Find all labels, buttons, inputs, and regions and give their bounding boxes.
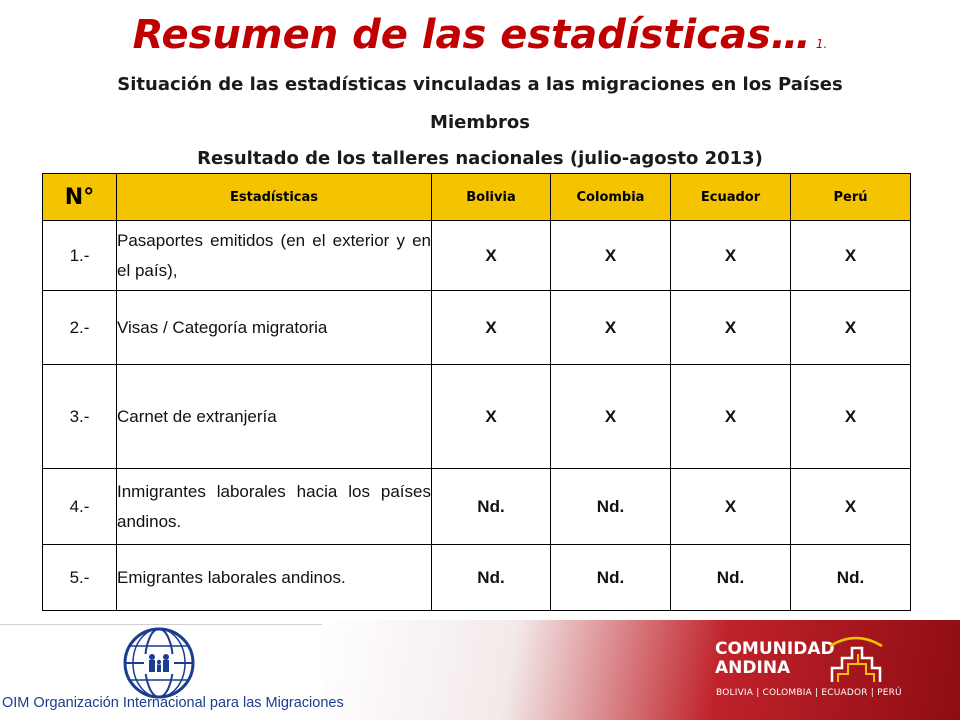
cell-colombia: X bbox=[551, 291, 671, 365]
table-header-row bbox=[43, 174, 911, 221]
header-peru: Perú bbox=[791, 174, 911, 221]
row-statistic: Visas / Categoría migratoria bbox=[117, 291, 432, 365]
subtitle-line-2: Miembros bbox=[430, 112, 530, 133]
cell-bolivia: X bbox=[432, 291, 551, 365]
row-statistic: Emigrantes laborales andinos. bbox=[117, 545, 432, 611]
cell-peru: X bbox=[791, 469, 911, 545]
row-number: 1.- bbox=[43, 221, 117, 291]
cell-bolivia: X bbox=[432, 365, 551, 469]
slide-title bbox=[0, 12, 960, 58]
title-number: 1. bbox=[815, 37, 828, 51]
table-row bbox=[43, 545, 911, 611]
cell-colombia: Nd. bbox=[551, 545, 671, 611]
row-statistic: Carnet de extranjería bbox=[117, 365, 432, 469]
row-number: 4.- bbox=[43, 469, 117, 545]
cell-ecuador: X bbox=[671, 221, 791, 291]
oim-organization-name: OIM Organización Internacional para las Migraciones bbox=[2, 695, 344, 711]
cell-peru: X bbox=[791, 291, 911, 365]
footer-banner bbox=[0, 620, 960, 720]
cell-colombia: Nd. bbox=[551, 469, 671, 545]
table-row bbox=[43, 291, 911, 365]
header-bolivia: Bolivia bbox=[432, 174, 551, 221]
subtitle-line-3: Resultado de los talleres nacionales (julio-agosto 2013) bbox=[197, 148, 763, 169]
header-ecuador: Ecuador bbox=[671, 174, 791, 221]
row-number: 2.- bbox=[43, 291, 117, 365]
header-number: N° bbox=[43, 174, 117, 221]
comunidad-andina-name bbox=[715, 640, 835, 678]
cell-colombia: X bbox=[551, 365, 671, 469]
cell-peru: X bbox=[791, 221, 911, 291]
table-row bbox=[43, 221, 911, 291]
header-colombia: Colombia bbox=[551, 174, 671, 221]
statistics-table bbox=[42, 173, 911, 611]
can-line-1: COMUNIDAD bbox=[715, 639, 835, 659]
row-number: 5.- bbox=[43, 545, 117, 611]
cell-ecuador: X bbox=[671, 365, 791, 469]
table-row bbox=[43, 365, 911, 469]
can-line-2: ANDINA bbox=[715, 658, 791, 678]
cell-peru: Nd. bbox=[791, 545, 911, 611]
cell-bolivia: Nd. bbox=[432, 545, 551, 611]
cell-ecuador: Nd. bbox=[671, 545, 791, 611]
cell-bolivia: Nd. bbox=[432, 469, 551, 545]
cell-peru: X bbox=[791, 365, 911, 469]
cell-ecuador: X bbox=[671, 291, 791, 365]
row-statistic: Pasaportes emitidos (en el exterior y en el país), bbox=[117, 221, 432, 291]
cell-colombia: X bbox=[551, 221, 671, 291]
comunidad-andina-logo-icon bbox=[828, 634, 884, 686]
row-number: 3.- bbox=[43, 365, 117, 469]
oim-globe-logo-icon bbox=[122, 626, 196, 700]
row-statistic: Inmigrantes laborales hacia los países andinos. bbox=[117, 469, 432, 545]
cell-bolivia: X bbox=[432, 221, 551, 291]
cell-ecuador: X bbox=[671, 469, 791, 545]
subtitle-line-1: Situación de las estadísticas vinculadas a las migraciones en los Países bbox=[117, 74, 843, 95]
footer-divider bbox=[0, 624, 322, 625]
header-estadisticas: Estadísticas bbox=[117, 174, 432, 221]
can-member-countries: BOLIVIA | COLOMBIA | ECUADOR | PERÚ bbox=[716, 688, 902, 698]
title-main: Resumen de las estadísticas… bbox=[132, 12, 811, 58]
table-row bbox=[43, 469, 911, 545]
